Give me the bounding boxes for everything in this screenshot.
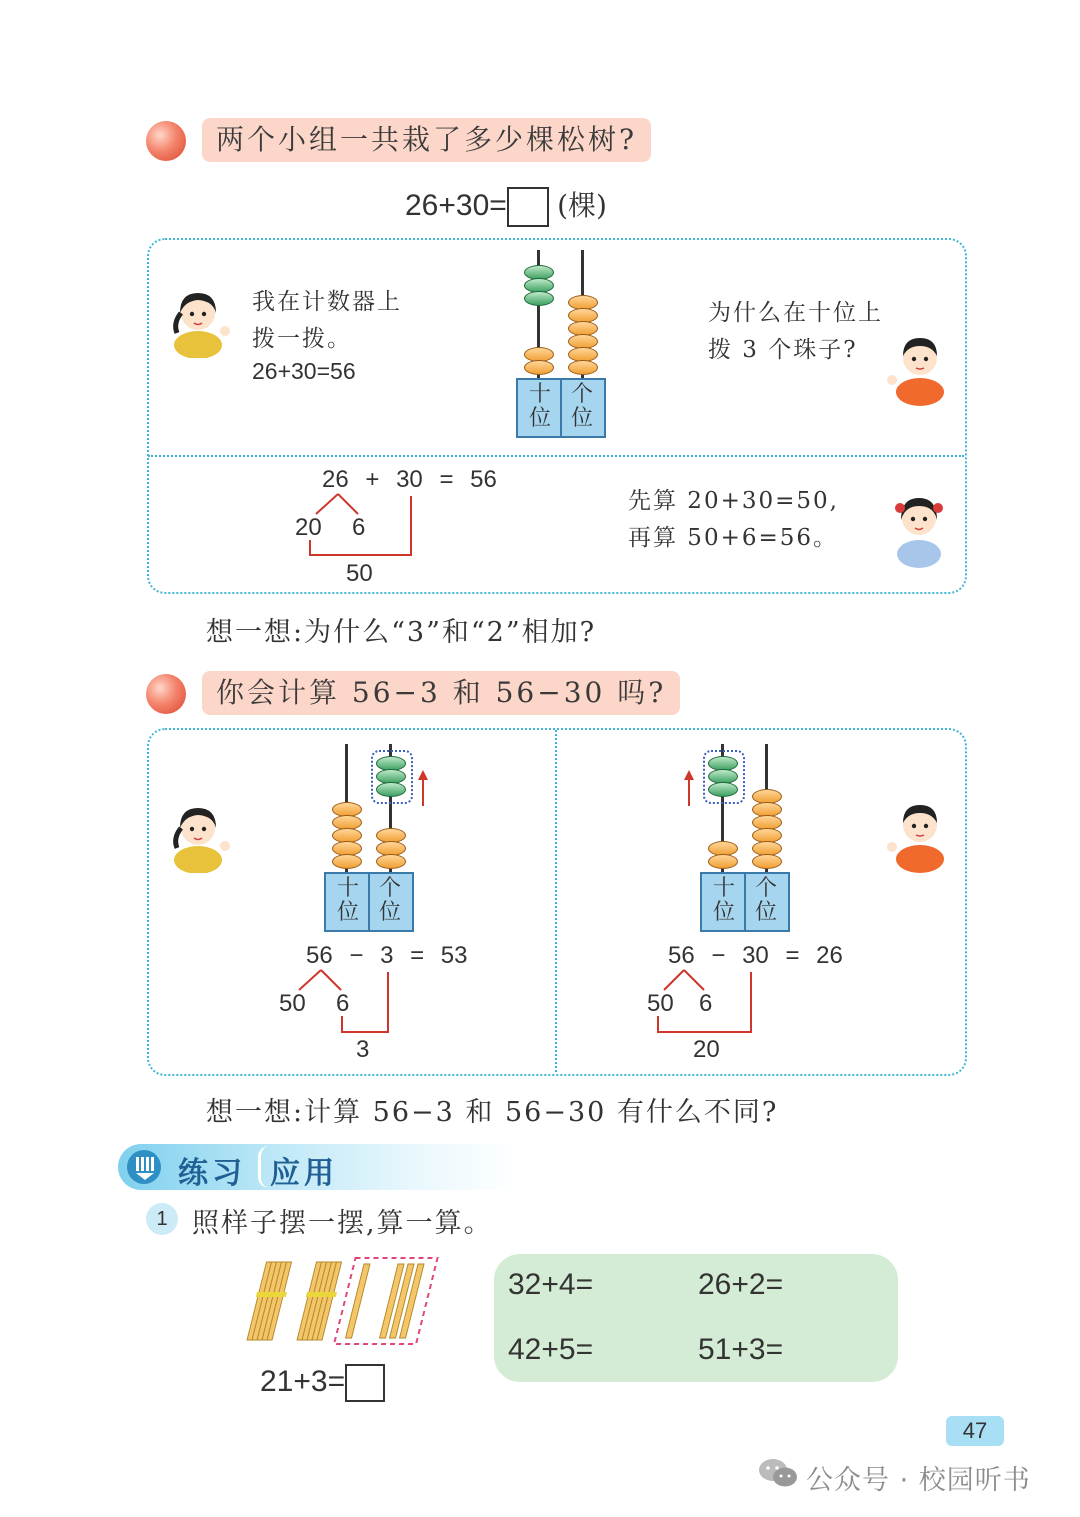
tens-label-2: 位 [528, 406, 551, 431]
question-marker-ball-2 [146, 674, 186, 714]
up-arrow-icon-2 [680, 770, 698, 808]
split-1-b: 30 [396, 466, 423, 493]
tens-label-1: 十 [336, 876, 359, 901]
split-1-op: + [365, 466, 380, 493]
item-number-badge: 1 [146, 1203, 178, 1235]
up-arrow-icon [414, 770, 432, 808]
watermark-text: 公众号 · 校园听书 [806, 1465, 1031, 1496]
solution-box-2 [147, 728, 967, 1076]
girl-2-speech-line-1: 先算 20+30=50, [628, 488, 839, 514]
example-equation [260, 1364, 385, 1402]
ones-label-2: 位 [570, 406, 593, 431]
girl-character-icon [163, 283, 233, 358]
split-3-part2: 6 [699, 990, 713, 1017]
boy-character-icon-2 [882, 795, 952, 873]
example-answer-box[interactable] [345, 1364, 385, 1402]
exercise-1[interactable]: 32+4= [508, 1268, 594, 1301]
example-prefix: 21+3= [260, 1364, 346, 1398]
girl-character-icon-2 [888, 486, 950, 568]
boy-speech-line-2: 拨 3 个珠子? [708, 337, 858, 363]
exercise-2[interactable]: 26+2= [698, 1268, 784, 1301]
abacus-3 [700, 744, 790, 930]
split-2-part2: 6 [336, 990, 350, 1017]
ones-label-2: 位 [754, 900, 777, 925]
box-1-divider [148, 455, 964, 457]
practice-instruction: 照样子摆一摆,算一算。 [192, 1208, 493, 1239]
question-marker-ball [146, 121, 186, 161]
split-1-part1: 20 [295, 514, 322, 541]
split-3-part1: 50 [647, 990, 674, 1017]
practice-title-2: 应用 [270, 1156, 338, 1191]
think-prompt-2: 想一想:计算 56−3 和 56−30 有什么不同? [206, 1097, 779, 1128]
split-1-part2: 6 [352, 514, 366, 541]
tens-label-2: 位 [336, 900, 359, 925]
split-1-result: 56 [470, 466, 497, 493]
ones-label-2: 位 [378, 900, 401, 925]
question-2-text: 你会计算 56−3 和 56−30 吗? [202, 671, 680, 715]
girl-1-speech-line-1: 我在计数器上 [252, 289, 402, 315]
pencil-icon [126, 1149, 162, 1185]
practice-title-1: 练习 [178, 1156, 246, 1191]
split-3-eq: = [785, 942, 800, 969]
split-2-eq: = [410, 942, 425, 969]
split-3-result: 26 [816, 942, 843, 969]
abacus-2 [324, 744, 414, 930]
equation-prefix: 26+30= [405, 189, 507, 222]
split-2-b: 3 [380, 942, 394, 969]
question-1-equation [405, 184, 607, 227]
wechat-icon [758, 1457, 798, 1489]
split-3-b: 30 [742, 942, 769, 969]
tens-label-2: 位 [712, 900, 735, 925]
split-2-a: 56 [306, 942, 333, 969]
boy-speech-line-1: 为什么在十位上 [708, 300, 883, 326]
split-2-op: − [349, 942, 364, 969]
counting-sticks-illustration [246, 1256, 446, 1352]
ones-label-1: 个 [378, 876, 401, 901]
split-2-diff: 3 [356, 1036, 370, 1063]
think-prompt-1: 想一想:为什么“3”和“2”相加? [206, 617, 597, 648]
split-1-eq: = [439, 466, 454, 493]
exercise-4[interactable]: 51+3= [698, 1333, 784, 1366]
ones-label-1: 个 [754, 876, 777, 901]
split-3-diff: 20 [693, 1036, 720, 1063]
page-number: 47 [946, 1416, 1004, 1446]
box-2-divider [555, 730, 557, 1072]
abacus-1 [516, 250, 606, 436]
split-2-result: 53 [440, 942, 468, 969]
split-2-part1: 50 [279, 990, 306, 1017]
answer-box[interactable] [507, 187, 549, 227]
boy-character-icon [882, 328, 952, 406]
split-3-op: − [711, 942, 726, 969]
question-1-text: 两个小组一共栽了多少棵松树? [202, 118, 651, 162]
split-1-a: 26 [322, 466, 349, 493]
girl-1-speech-line-2: 拨一拨。 [252, 326, 352, 352]
girl-character-icon-3 [163, 798, 233, 873]
girl-1-equation: 26+30=56 [252, 358, 356, 384]
tens-label-1: 十 [712, 876, 735, 901]
equation-unit: (棵) [557, 189, 607, 222]
practice-title-divider [258, 1146, 269, 1188]
split-1-sum: 50 [346, 560, 373, 587]
exercise-3[interactable]: 42+5= [508, 1333, 594, 1366]
girl-2-speech-line-2: 再算 50+6=56。 [628, 525, 839, 551]
tens-label-1: 十 [528, 382, 551, 407]
ones-label-1: 个 [570, 382, 593, 407]
abacus-base [516, 378, 606, 438]
split-3-a: 56 [668, 942, 695, 969]
